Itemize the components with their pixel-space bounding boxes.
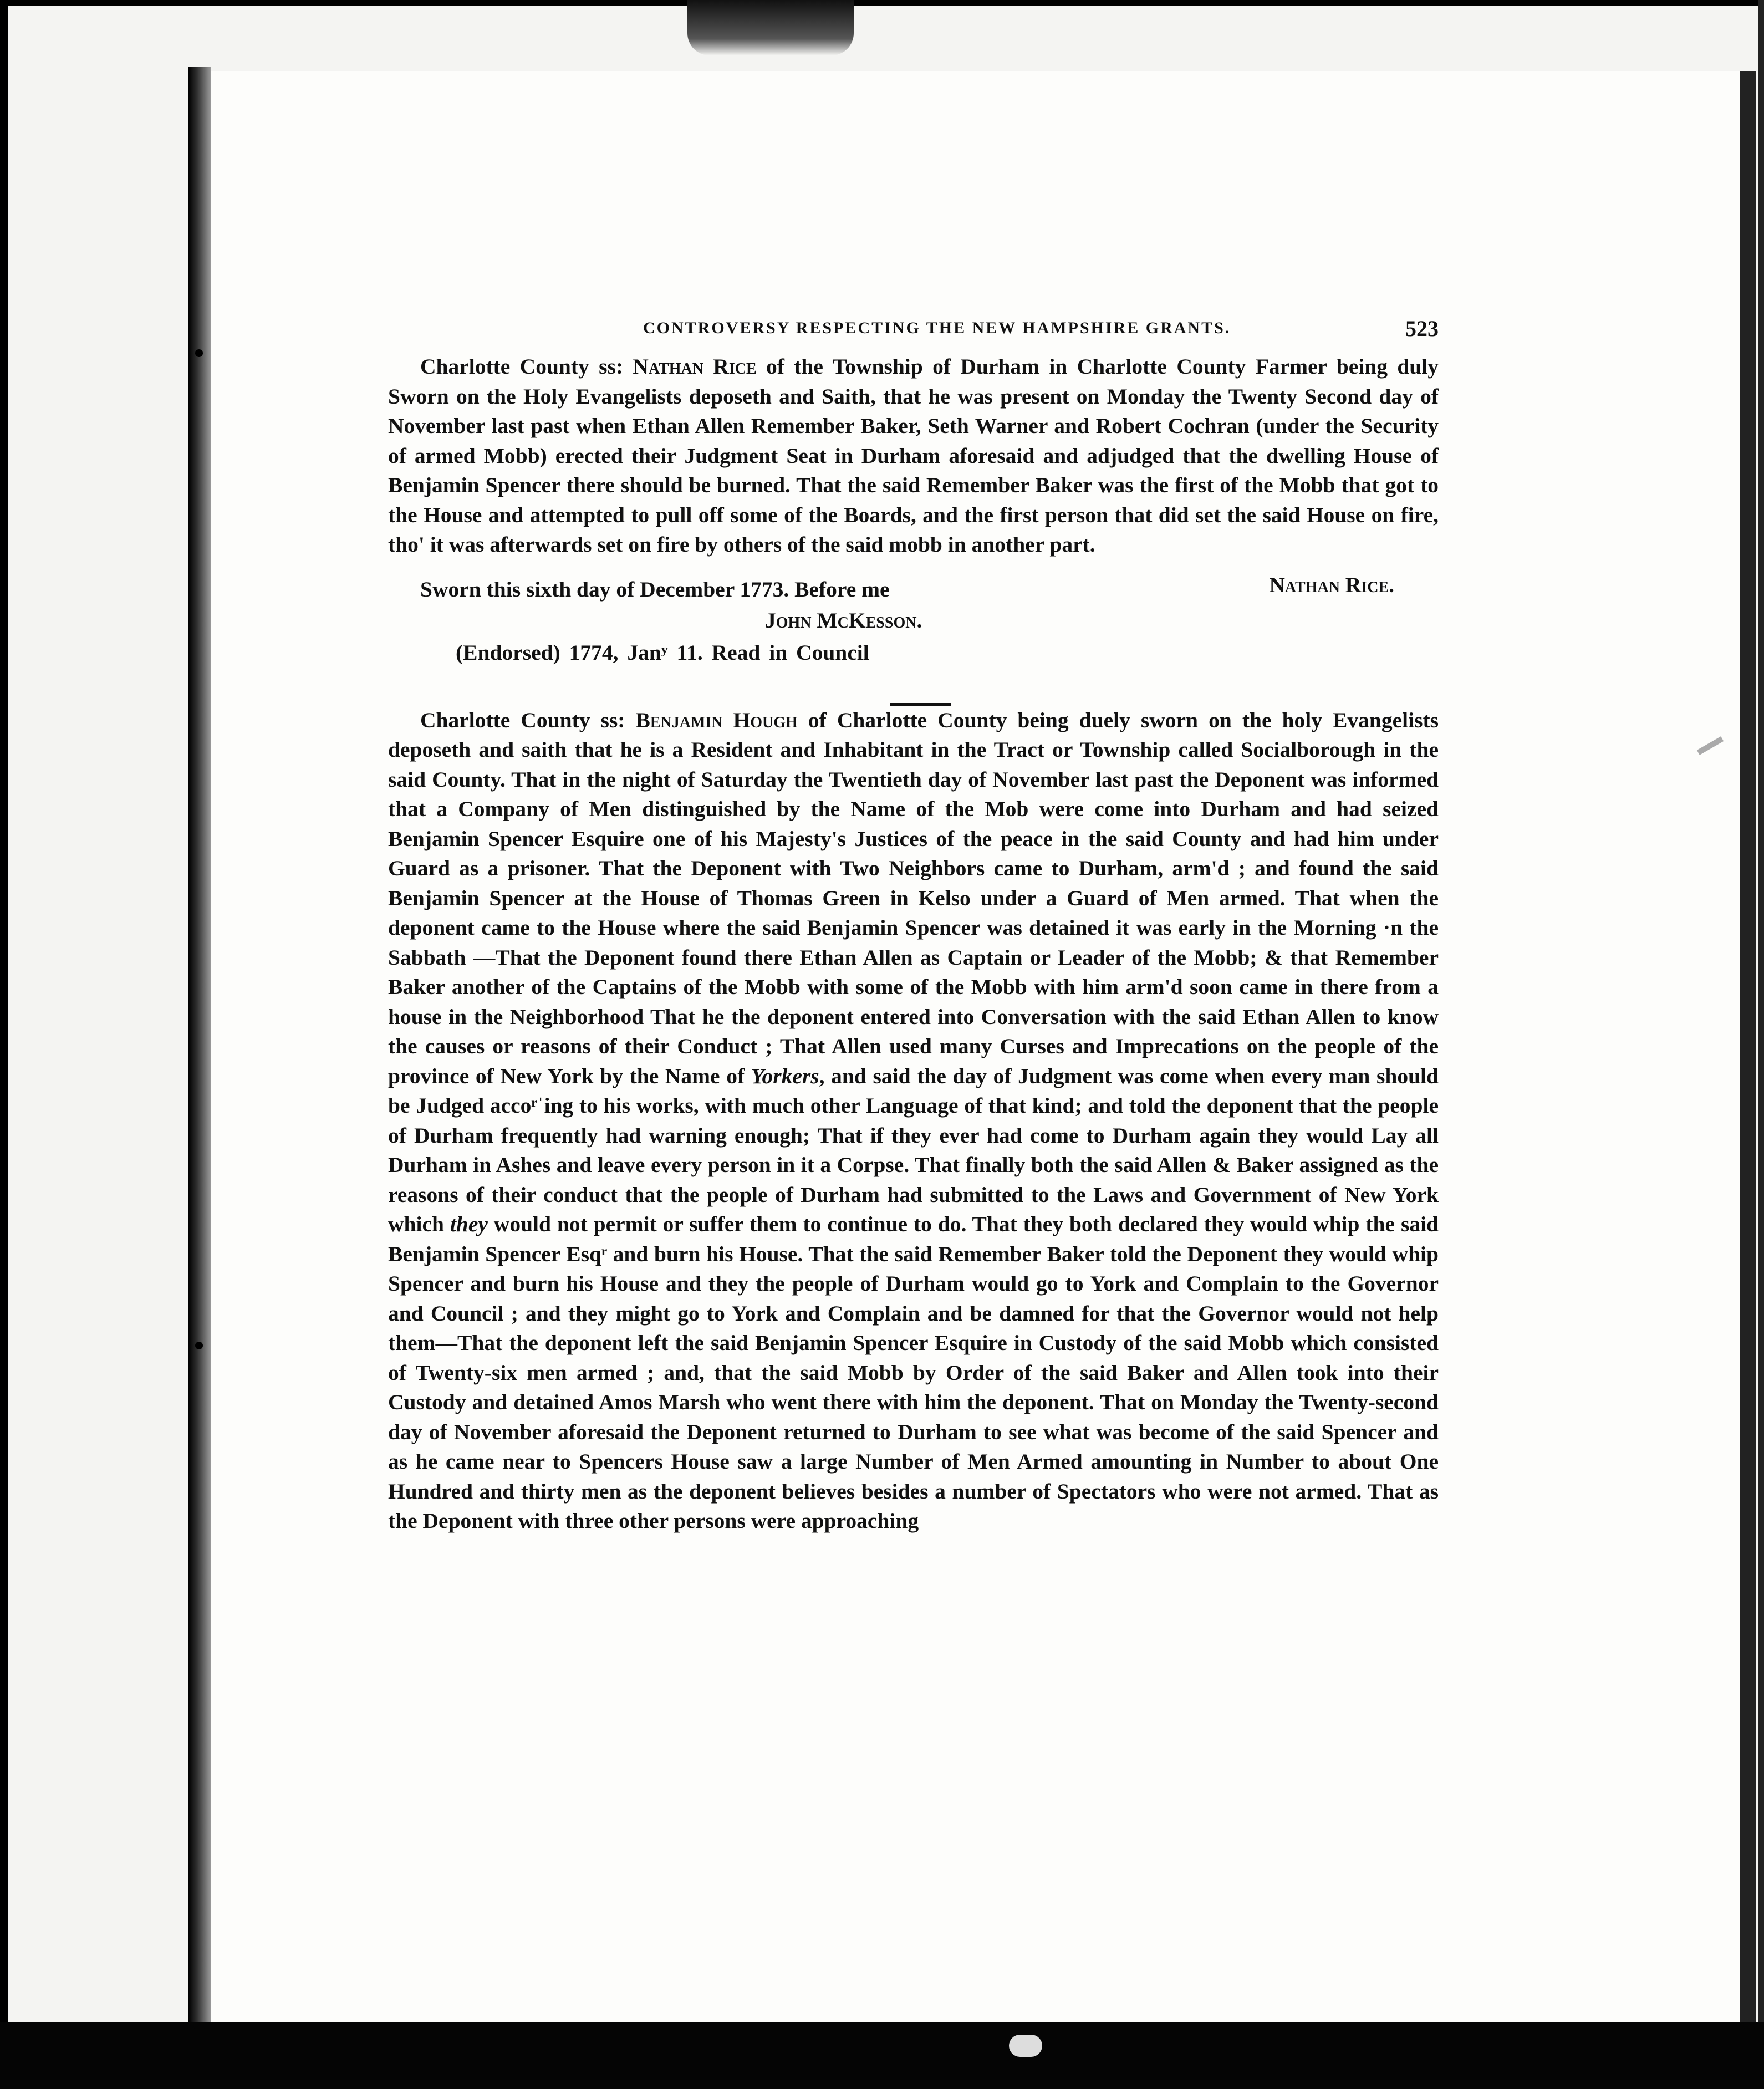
running-title: CONTROVERSY RESPECTING THE NEW HAMPSHIRE GRANTS. [643, 319, 1231, 337]
page-content [388, 316, 1439, 1536]
scan-border-right [1758, 0, 1764, 2089]
italic-term: they [450, 1212, 488, 1236]
deposition-text-part-1: of Charlotte County being duely sworn on the holy Evangelists deposeth and saith that he is a Resident and Inhabitant in the Tract or Township called Socialborough in the said County. That in the night of Saturday the Twentieth day of November last past the Deponent was informed that a Company of Men distinguished by the Name of the Mob were come into Durham and had seized Benjamin Spencer Esquire one of his Majesty's Justices of the peace in the said County and had him under Guard as a prisoner. That the Deponent with Two Neighbors came to Durham, arm'd ; and found the said Benjamin Spencer at the House of Thomas Green in Kelso under a Guard of Men armed. That when the deponent came to the House where the said Benjamin Spencer was detained it was early in the Morning ·n the Sabbath —That the Deponent found there Ethan Allen as Captain or Leader of the Mobb; & that Remember Baker another of the Captains of the Mobb with some of the Mobb with him arm'd soon came in there from a house in the Neighborhood That he the deponent entered into Conversation with the said Ethan Allen to know the causes or reasons of their Conduct ; That Allen used many Curses and Imprecations on the people of the province of New York by the Name of [388, 707, 1439, 1088]
scan-smudge [1009, 2035, 1042, 2057]
endorsement: (Endorsed) 1774, Janʸ 11. Read in Council [456, 640, 869, 665]
binding-mark [195, 1342, 203, 1349]
binding-mark [195, 349, 203, 357]
scan-shadow [687, 0, 854, 55]
official-signature: John McKesson. [765, 608, 922, 633]
deposition-benjamin-hough [388, 706, 1439, 1536]
deposition-nathan-rice [388, 352, 1439, 560]
jurat-line [388, 572, 1439, 608]
running-head [388, 316, 1439, 352]
deposition-text: of the Township of Durham in Charlotte County Farmer being duly Sworn on the Holy Evangelists deposeth and Saith, that he was present on Monday the Twenty Second day of November last past when Ethan Allen Remember Baker, Seth Warner and Robert Cochran (under the Security of armed Mobb) erected their Judgment Seat in Durham aforesaid and adjudged that the dwelling House of Benjamin Spencer there should be burned. That the said Remember Baker was the first of the Mobb that got to the House and attempted to pull off some of the Boards, and the first person that did set the said House on fire, tho' it was afterwards set on fire by others of the said mobb in another part. [388, 354, 1439, 557]
deponent-name: Benjamin Hough [635, 707, 798, 732]
deposition-text-part-3: would not permit or suffer them to continue to do. That they both declared they would whip the said Benjamin Spencer Esqʳ and burn his House. That the said Remember Baker told the Deponent they would whip Spencer and burn his House and they the people of Durham would go to York and Complain to the Governor and Council ; and they might go to York and Complain and be damned for that the Governor would not help them—That the deponent left the said Benjamin Spencer Esquire in Custody of the said Mobb which consisted of Twenty-six men armed ; and, that the said Mobb by Order of the said Baker and Allen took into their Custody and detained Amos Marsh who went there with him the deponent. That on Monday the Twenty-second day of November aforesaid the Deponent returned to Durham to see what was become of the said Spencer and as he came near to Spencers House saw a large Number of Men Armed amounting in Number to about One Hundred and thirty men as the deponent believes besides a number of Spectators who were not armed. That as the Deponent with three other persons were approaching [388, 1212, 1439, 1533]
scan-border-top [0, 0, 1764, 6]
jurat-text: Sworn this sixth day of December 1773. Before me [420, 577, 890, 602]
scan-border-left [0, 0, 8, 2089]
deponent-signature: Nathan Rice. [1269, 572, 1394, 597]
page-binding-edge [188, 67, 211, 2029]
deposition-text-part-2: , and said the day of Judgment was come when every man should be Judged accoʳˈing to his works, with much other Language of that kind; and told the deponent that the people of Durham frequently had warning enough; That if they ever had come to Durham again they would Lay all Durham in Ashes and leave every person in it a Corpse. That finally both the said Allen & Baker assigned as the reasons of their conduct that the people of Durham had submitted to the Laws and Government of New York which [388, 1063, 1439, 1236]
italic-term: Yorkers [751, 1063, 819, 1088]
page-number: 523 [1405, 316, 1439, 341]
county-venue: Charlotte County ss: [420, 354, 633, 379]
scan-border-bottom [0, 2022, 1764, 2089]
county-venue: Charlotte County ss: [420, 707, 636, 732]
deponent-name: Nathan Rice [633, 354, 757, 379]
